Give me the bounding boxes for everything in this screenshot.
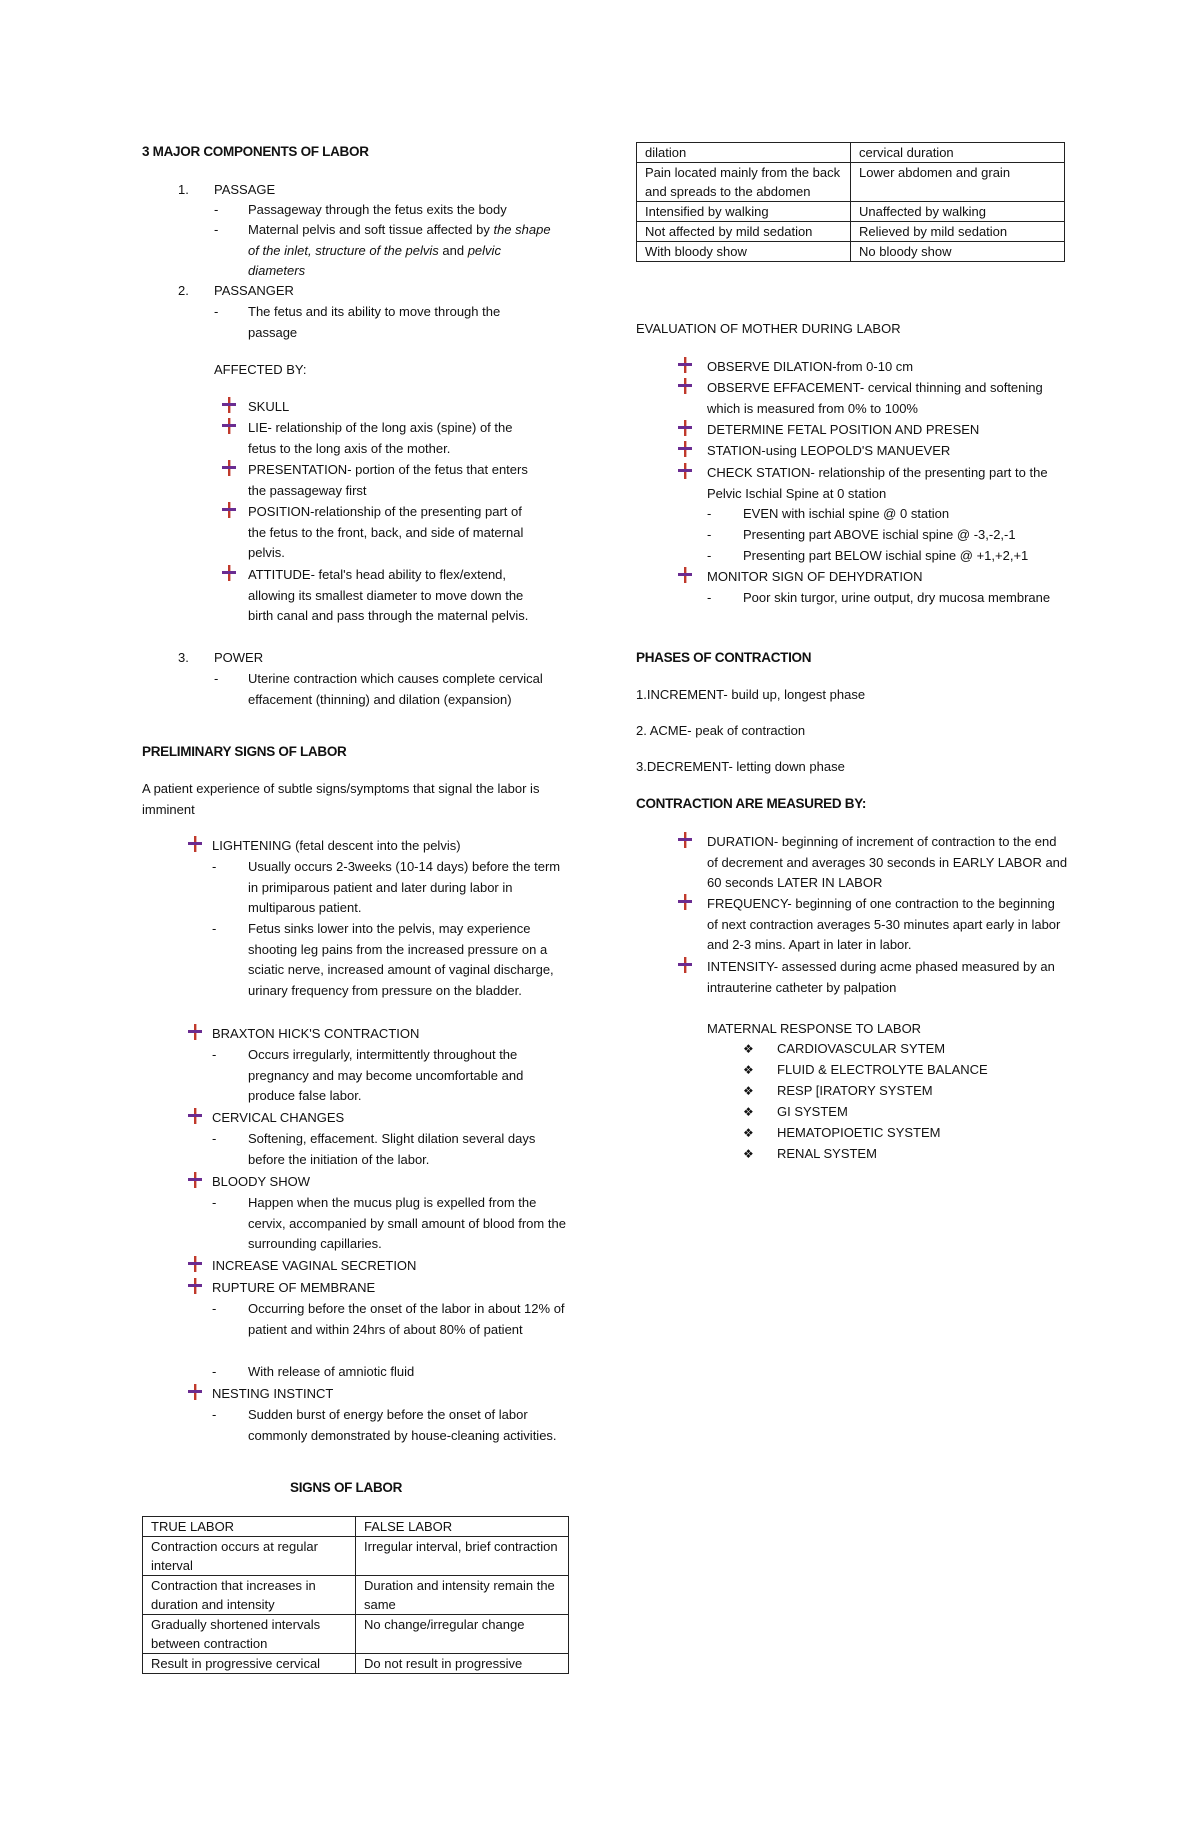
diamond-bullet-icon: ❖ [743, 1147, 754, 1161]
list-item: Usually occurs 2-3weeks (10-14 days) before the term in primiparous patient and later during labor in multiparous patient. [248, 859, 561, 915]
list-item: MONITOR SIGN OF DEHYDRATION [707, 569, 923, 584]
dash-icon: - [212, 1407, 217, 1422]
plus-bullet-icon [188, 1024, 202, 1047]
table-cell: dilation [637, 143, 851, 163]
dash-icon: - [214, 304, 219, 319]
list-item: FLUID & ELECTROLYTE BALANCE [777, 1062, 988, 1077]
component-label: PASSAGE [214, 182, 276, 197]
continued-table [636, 142, 1065, 262]
plus-bullet-icon [678, 567, 692, 590]
dash-icon: - [707, 548, 712, 563]
list-item: Maternal pelvis and soft tissue affected by the shape of the inlet, structure of the pelvis and pelvic diameters [248, 222, 551, 278]
table-row [637, 143, 1065, 163]
list-item: PRESENTATION- portion of the fetus that enters the passageway first [248, 462, 528, 498]
plus-bullet-icon [222, 460, 236, 483]
list-item: Softening, effacement. Slight dilation several days before the initiation of the labor. [248, 1131, 536, 1167]
dash-icon: - [212, 921, 217, 936]
dash-icon: - [214, 202, 219, 217]
table-cell: Relieved by mild sedation [851, 222, 1065, 242]
list-item: BLOODY SHOW [212, 1174, 311, 1189]
measured-title: CONTRACTION ARE MEASURED BY: [636, 796, 867, 811]
dash-icon: - [214, 222, 219, 237]
list-item: Poor skin turgor, urine output, dry mucosa membrane [743, 590, 1051, 605]
table-cell: FALSE LABOR [356, 1517, 569, 1537]
list-item: CERVICAL CHANGES [212, 1110, 345, 1125]
dash-icon: - [212, 1364, 217, 1379]
affected-title: AFFECTED BY: [214, 362, 307, 377]
table-cell: cervical duration [851, 143, 1065, 163]
plus-bullet-icon [222, 565, 236, 588]
list-item: NESTING INSTINCT [212, 1386, 334, 1401]
list-item: LIE- relationship of the long axis (spine) of the fetus to the long axis of the mother. [248, 420, 513, 456]
list-number: 1. [178, 182, 189, 197]
list-number: 2. [178, 283, 189, 298]
dash-icon: - [212, 1131, 217, 1146]
component-label: POWER [214, 650, 264, 665]
list-item: Uterine contraction which causes complete cervical effacement (thinning) and dilation (expansion) [248, 671, 543, 707]
table-row [143, 1517, 569, 1537]
table-cell: Not affected by mild sedation [637, 222, 851, 242]
table-cell: No bloody show [851, 242, 1065, 262]
dash-icon: - [212, 859, 217, 874]
list-item: The fetus and its ability to move through the passage [248, 304, 501, 340]
list-item: ATTITUDE- fetal's head ability to flex/extend, allowing its smallest diameter to move down the birth canal and pass through the maternal pelvis. [248, 567, 529, 623]
list-item: POSITION-relationship of the presenting part of the fetus to the front, back, and side of maternal pelvis. [248, 504, 524, 560]
list-item: 3.DECREMENT- letting down phase [636, 759, 845, 774]
plus-bullet-icon [188, 1256, 202, 1279]
evaluation-title: EVALUATION OF MOTHER DURING LABOR [636, 321, 901, 336]
table-cell: Duration and intensity remain the same [356, 1576, 569, 1615]
list-item: STATION-using LEOPOLD'S MANUEVER [707, 443, 951, 458]
list-item: CHECK STATION- relationship of the presenting part to the Pelvic Ischial Spine at 0 station [707, 465, 1048, 501]
list-item: GI SYSTEM [777, 1104, 848, 1119]
list-item: Occurring before the onset of the labor in about 12% of patient and within 24hrs of about 80% of patient [248, 1301, 565, 1337]
plus-bullet-icon [188, 1384, 202, 1407]
list-item: 1.INCREMENT- build up, longest phase [636, 687, 866, 702]
plus-bullet-icon [222, 418, 236, 441]
table-row [143, 1537, 569, 1576]
list-item: Sudden burst of energy before the onset of labor commonly demonstrated by house-cleaning activities. [248, 1407, 557, 1443]
table-cell: Pain located mainly from the back and spreads to the abdomen [637, 163, 851, 202]
table-cell: Do not result in progressive [356, 1654, 569, 1674]
plus-bullet-icon [678, 420, 692, 443]
plus-bullet-icon [678, 441, 692, 464]
plus-bullet-icon [188, 836, 202, 859]
component-label: PASSANGER [214, 283, 294, 298]
table-row [637, 222, 1065, 242]
list-item: INCREASE VAGINAL SECRETION [212, 1258, 417, 1273]
diamond-bullet-icon: ❖ [743, 1063, 754, 1077]
list-item: LIGHTENING (fetal descent into the pelvis) [212, 838, 461, 853]
table-row [637, 242, 1065, 262]
diamond-bullet-icon: ❖ [743, 1126, 754, 1140]
list-item: RUPTURE OF MEMBRANE [212, 1280, 376, 1295]
plus-bullet-icon [678, 832, 692, 855]
list-item: CARDIOVASCULAR SYTEM [777, 1041, 946, 1056]
list-number: 3. [178, 650, 189, 665]
list-item: Presenting part ABOVE ischial spine @ -3,-2,-1 [743, 527, 1016, 542]
dash-icon: - [707, 506, 712, 521]
table-row [143, 1615, 569, 1654]
plus-bullet-icon [678, 894, 692, 917]
preliminary-title: PRELIMINARY SIGNS OF LABOR [142, 744, 347, 759]
list-item: RESP [IRATORY SYSTEM [777, 1083, 933, 1098]
list-item: SKULL [248, 399, 290, 414]
preliminary-intro: A patient experience of subtle signs/symptoms that signal the labor is imminent [142, 781, 540, 817]
plus-bullet-icon [188, 1278, 202, 1301]
list-item: BRAXTON HICK'S CONTRACTION [212, 1026, 420, 1041]
list-item: OBSERVE DILATION-from 0-10 cm [707, 359, 914, 374]
table-cell: Gradually shortened intervals between contraction [143, 1615, 356, 1654]
table-cell: Contraction occurs at regular interval [143, 1537, 356, 1576]
list-item: Presenting part BELOW ischial spine @ +1,+2,+1 [743, 548, 1029, 563]
plus-bullet-icon [188, 1172, 202, 1195]
list-item: Fetus sinks lower into the pelvis, may experience shooting leg pains from the increased pressure on a sciatic nerve, increased amount of vaginal discharge, urinary frequency from pressure on the bladder. [248, 921, 554, 998]
table-row [143, 1576, 569, 1615]
table-row [637, 202, 1065, 222]
phases-title: PHASES OF CONTRACTION [636, 650, 812, 665]
table-cell: Contraction that increases in duration and intensity [143, 1576, 356, 1615]
maternal-title: MATERNAL RESPONSE TO LABOR [707, 1021, 922, 1036]
table-row [143, 1654, 569, 1674]
list-item: Occurs irregularly, intermittently throughout the pregnancy and may become uncomfortable and produce false labor. [248, 1047, 524, 1103]
list-item: RENAL SYSTEM [777, 1146, 877, 1161]
diamond-bullet-icon: ❖ [743, 1084, 754, 1098]
list-item: DURATION- beginning of increment of contraction to the end of decrement and averages 30 seconds in EARLY LABOR and 60 seconds LATER IN LABOR [707, 834, 1068, 890]
plus-bullet-icon [222, 502, 236, 525]
list-item: OBSERVE EFFACEMENT- cervical thinning and softening which is measured from 0% to 100% [707, 380, 1043, 416]
plus-bullet-icon [678, 957, 692, 980]
list-item: FREQUENCY- beginning of one contraction to the beginning of next contraction averages 5-30 minutes apart early in labor and 2-3 mins. Apart in later in labor. [707, 896, 1061, 952]
table-cell: No change/irregular change [356, 1615, 569, 1654]
list-item: Passageway through the fetus exits the body [248, 202, 507, 217]
plus-bullet-icon [678, 357, 692, 380]
diamond-bullet-icon: ❖ [743, 1042, 754, 1056]
components-title: 3 MAJOR COMPONENTS OF LABOR [142, 144, 369, 159]
dash-icon: - [707, 590, 712, 605]
list-item: 2. ACME- peak of contraction [636, 723, 806, 738]
plus-bullet-icon [678, 463, 692, 486]
table-cell: Lower abdomen and grain [851, 163, 1065, 202]
list-item: EVEN with ischial spine @ 0 station [743, 506, 950, 521]
list-item: HEMATOPIOETIC SYSTEM [777, 1125, 941, 1140]
list-item: With release of amniotic fluid [248, 1364, 415, 1379]
plus-bullet-icon [222, 397, 236, 420]
dash-icon: - [212, 1047, 217, 1062]
list-item: DETERMINE FETAL POSITION AND PRESEN [707, 422, 980, 437]
table-cell: Unaffected by walking [851, 202, 1065, 222]
plus-bullet-icon [678, 378, 692, 401]
table-cell: Intensified by walking [637, 202, 851, 222]
list-item: Happen when the mucus plug is expelled from the cervix, accompanied by small amount of blood from the surrounding capillaries. [248, 1195, 566, 1251]
table-cell: With bloody show [637, 242, 851, 262]
plus-bullet-icon [188, 1108, 202, 1131]
signs-table-title: SIGNS OF LABOR [290, 1480, 403, 1495]
list-item: INTENSITY- assessed during acme phased measured by an intrauterine catheter by palpation [707, 959, 1055, 995]
diamond-bullet-icon: ❖ [743, 1105, 754, 1119]
table-row [637, 163, 1065, 202]
dash-icon: - [707, 527, 712, 542]
dash-icon: - [212, 1301, 217, 1316]
table-cell: Irregular interval, brief contraction [356, 1537, 569, 1576]
dash-icon: - [214, 671, 219, 686]
table-cell: TRUE LABOR [143, 1517, 356, 1537]
table-cell: Result in progressive cervical [143, 1654, 356, 1674]
signs-table [142, 1516, 569, 1674]
dash-icon: - [212, 1195, 217, 1210]
